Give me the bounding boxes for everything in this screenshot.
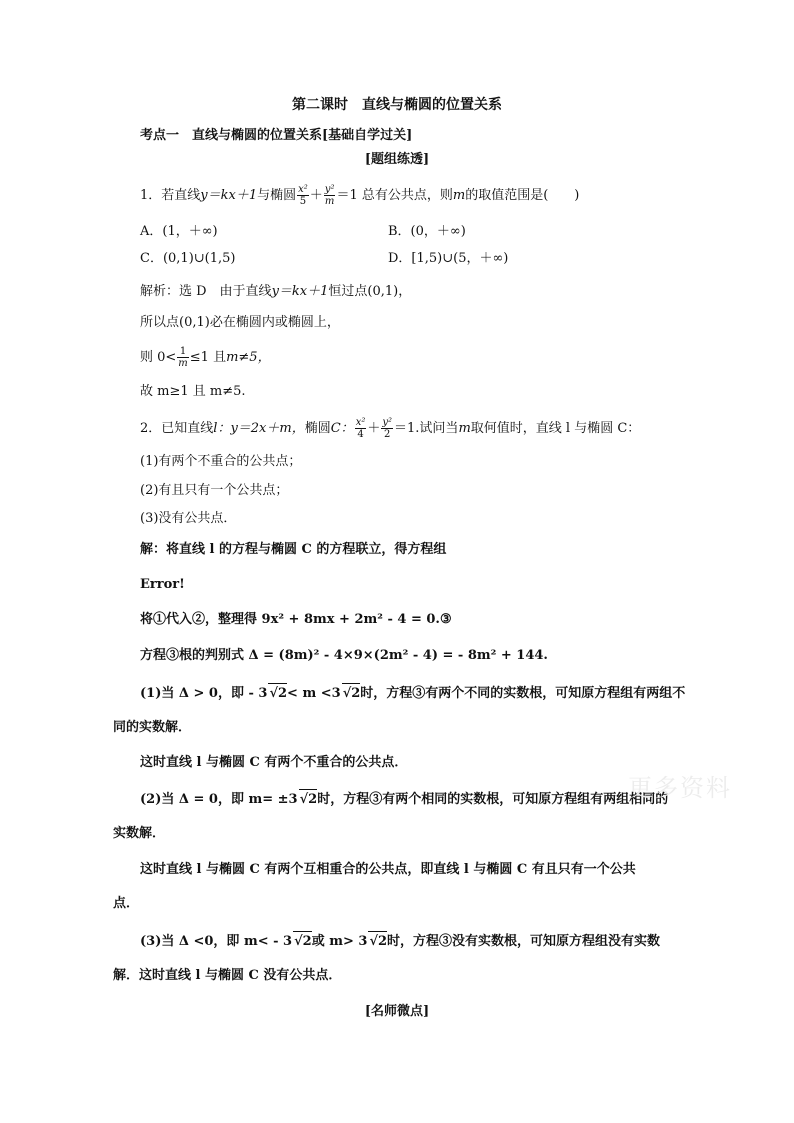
q2-part-2: (2)有且只有一个公共点； (140, 483, 289, 498)
q2-case-2-line-2: 实数解． (113, 826, 166, 841)
sqrt-symbol: √2 (342, 683, 361, 704)
q2-solution-substitute: 将①代入②，整理得 9x² + 8mx + 2m² - 4 = 0.③ (140, 612, 452, 627)
q2-part-1: (1)有两个不重合的公共点； (140, 454, 302, 469)
sqrt-symbol: √2 (268, 683, 287, 704)
q1-prefix: 1．若直线 (140, 188, 201, 203)
q1-equation: y＝kx＋1 (200, 188, 258, 203)
q1-solution-line-2: 所以点(0,1)必在椭圆内或椭圆上， (140, 315, 340, 330)
q1-mid: 与椭圆 (257, 188, 297, 203)
q2-solution-intro: 解：将直线 l 的方程与椭圆 C 的方程联立，得方程组 (140, 542, 447, 557)
q2-part-3: (3)没有公共点． (140, 511, 237, 526)
q1-fraction-y: $\frac{\text{y²}}{m}$ (324, 184, 335, 207)
option-c: C．(0,1)∪(1,5) (140, 251, 236, 266)
q2-case-2-line-1: (2)当 Δ = 0，即 m= ±3 √2时，方程③有两个相同的实数根，可知原方程组有两组相同的 (140, 789, 668, 810)
watermark: 更多资料 (628, 774, 732, 802)
q1-fraction-x: $\frac{\text{x²}}{5}$ (298, 184, 308, 207)
q2-case-1-conclusion: 这时直线 l 与椭圆 C 有两个不重合的公共点． (140, 755, 408, 770)
option-d: D．[1,5)∪(5，＋∞) (388, 251, 509, 266)
q2-case-2-conclusion-1: 这时直线 l 与椭圆 C 有两个互相重合的公共点，即直线 l 与椭圆 C 有且只有一个公共 (140, 862, 636, 877)
group-label: [题组练透] (364, 152, 430, 167)
sqrt-symbol: √2 (368, 931, 387, 952)
question-2: 2．已知直线l：y＝2x＋m，椭圆C： $\frac{\text{x²}}{4}$ ＋ $\frac{\text{y²}}{2}$ ＝1.试问当m取何值时，直线 l 与椭圆 C： (140, 417, 641, 440)
q1-solution-fraction: $\frac{1}{m}$ (178, 346, 188, 369)
error-text: Error! (140, 577, 185, 592)
q2-case-1-line-1: (1)当 Δ > 0，即 - 3 √2< m <3 √2时，方程③有两个不同的实数根，可知原方程组有两组不 (140, 683, 685, 704)
question-1: 1．若直线y＝kx＋1与椭圆 $\frac{\text{x²}}{5}$ ＋ $\frac{\text{y²}}{m}$ ＝1 总有公共点，则m的取值范围是( ) (140, 184, 580, 207)
q2-case-3-line-2: 解．这时直线 l 与椭圆 C 没有公共点． (113, 968, 342, 983)
section-heading: 考点一 直线与椭圆的位置关系[基础自学过关] (140, 128, 413, 143)
q2-fraction-x: $\frac{\text{x²}}{4}$ (355, 417, 366, 440)
page-title: 第二课时 直线与椭圆的位置关系 (292, 97, 502, 113)
option-a: A．(1，＋∞) (140, 224, 218, 239)
sqrt-symbol: √2 (299, 789, 318, 810)
q1-solution-line-4: 故 m≥1 且 m≠5. (140, 384, 246, 399)
q2-fraction-y: $\frac{\text{y²}}{2}$ (382, 417, 393, 440)
sqrt-symbol: √2 (293, 931, 312, 952)
footer-label: [名师微点] (364, 1004, 430, 1019)
q2-case-1-line-2: 同的实数解． (113, 720, 192, 735)
option-b: B．(0，＋∞) (388, 224, 466, 239)
q2-solution-discriminant: 方程③根的判别式 Δ = (8m)² - 4×9×(2m² - 4) = - 8m² + 144. (140, 648, 548, 663)
q2-case-2-conclusion-2: 点． (113, 896, 140, 911)
q1-solution-line-3: 则 0< $\frac{1}{m}$ ≤1 且m≠5， (140, 346, 271, 369)
q1-solution-line-1: 解析：选 D 由于直线y＝kx＋1恒过点(0,1)， (140, 284, 412, 299)
q2-case-3-line-1: (3)当 Δ <0，即 m< - 3 √2或 m> 3 √2时，方程③没有实数根，可知原方程组没有实数 (140, 931, 660, 952)
